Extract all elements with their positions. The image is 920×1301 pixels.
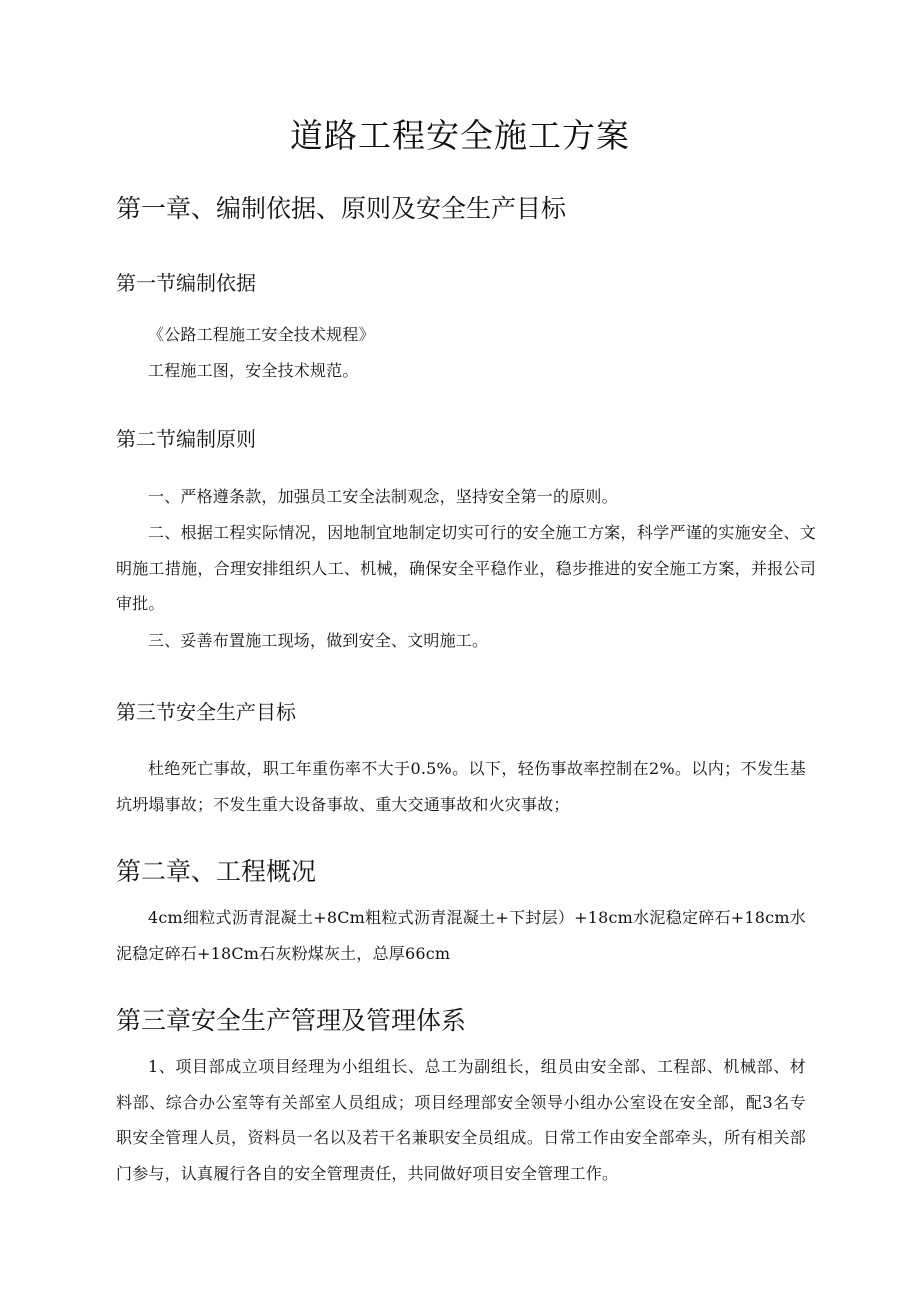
document-title: 道路工程安全施工方案 (290, 116, 630, 155)
section-2-paragraph-3: 三、妥善布置施工现场，做到安全、文明施工。 (148, 631, 489, 650)
chapter-2-paragraph-1: 4cm细粒式沥青混凝土+8Cm粗粒式沥青混凝土+下封层）+18cm水泥稳定碎石+18cm水泥稳定碎石+18Cm石灰粉煤灰土，总厚66cm (116, 908, 806, 963)
section-1-paragraph-1: 《公路工程施工安全技术规程》 (148, 325, 375, 344)
section-2-paragraph-1: 一、严格遵条款，加强员工安全法制观念，坚持安全第一的原则。 (148, 487, 618, 506)
section-2-heading: 第二节编制原则 (116, 427, 256, 451)
chapter-3-paragraph-1: 1、项目部成立项目经理为小组组长、总工为副组长，组员由安全部、工程部、机械部、材料部、综合办公室等有关部室人员组成；项目经理部安全领导小组办公室设在安全部，配3名专职安全管理人员，资料员一名以及若干名兼职安全员组成。日常工作由安全部牵头，所有相关部门参与，认真履行各自的安全管理责任，共同做好项目安全管理工作。 (116, 1057, 806, 1183)
chapter-1-heading: 第一章、编制依据、原则及安全生产目标 (116, 194, 567, 223)
section-2-paragraph-2: 二、根据工程实际情况，因地制宜地制定切实可行的安全施工方案，科学严谨的实施安全、文明施工措施，合理安排组织人工、机械，确保安全平稳作业，稳步推进的安全施工方案，并报公司审批。 (116, 523, 816, 614)
section-1-paragraph-2: 工程施工图，安全技术规范。 (148, 361, 359, 380)
section-1-heading: 第一节编制依据 (116, 271, 256, 295)
chapter-3-heading: 第三章安全生产管理及管理体系 (116, 1006, 467, 1035)
section-3-paragraph-1: 杜绝死亡事故，职工年重伤率不大于0.5%。以下，轻伤事故率控制在2%。以内；不发生基坑坍塌事故；不发生重大设备事故、重大交通事故和火灾事故； (116, 759, 806, 814)
chapter-2-heading: 第二章、工程概况 (116, 857, 317, 886)
section-3-heading: 第三节安全生产目标 (116, 700, 296, 724)
